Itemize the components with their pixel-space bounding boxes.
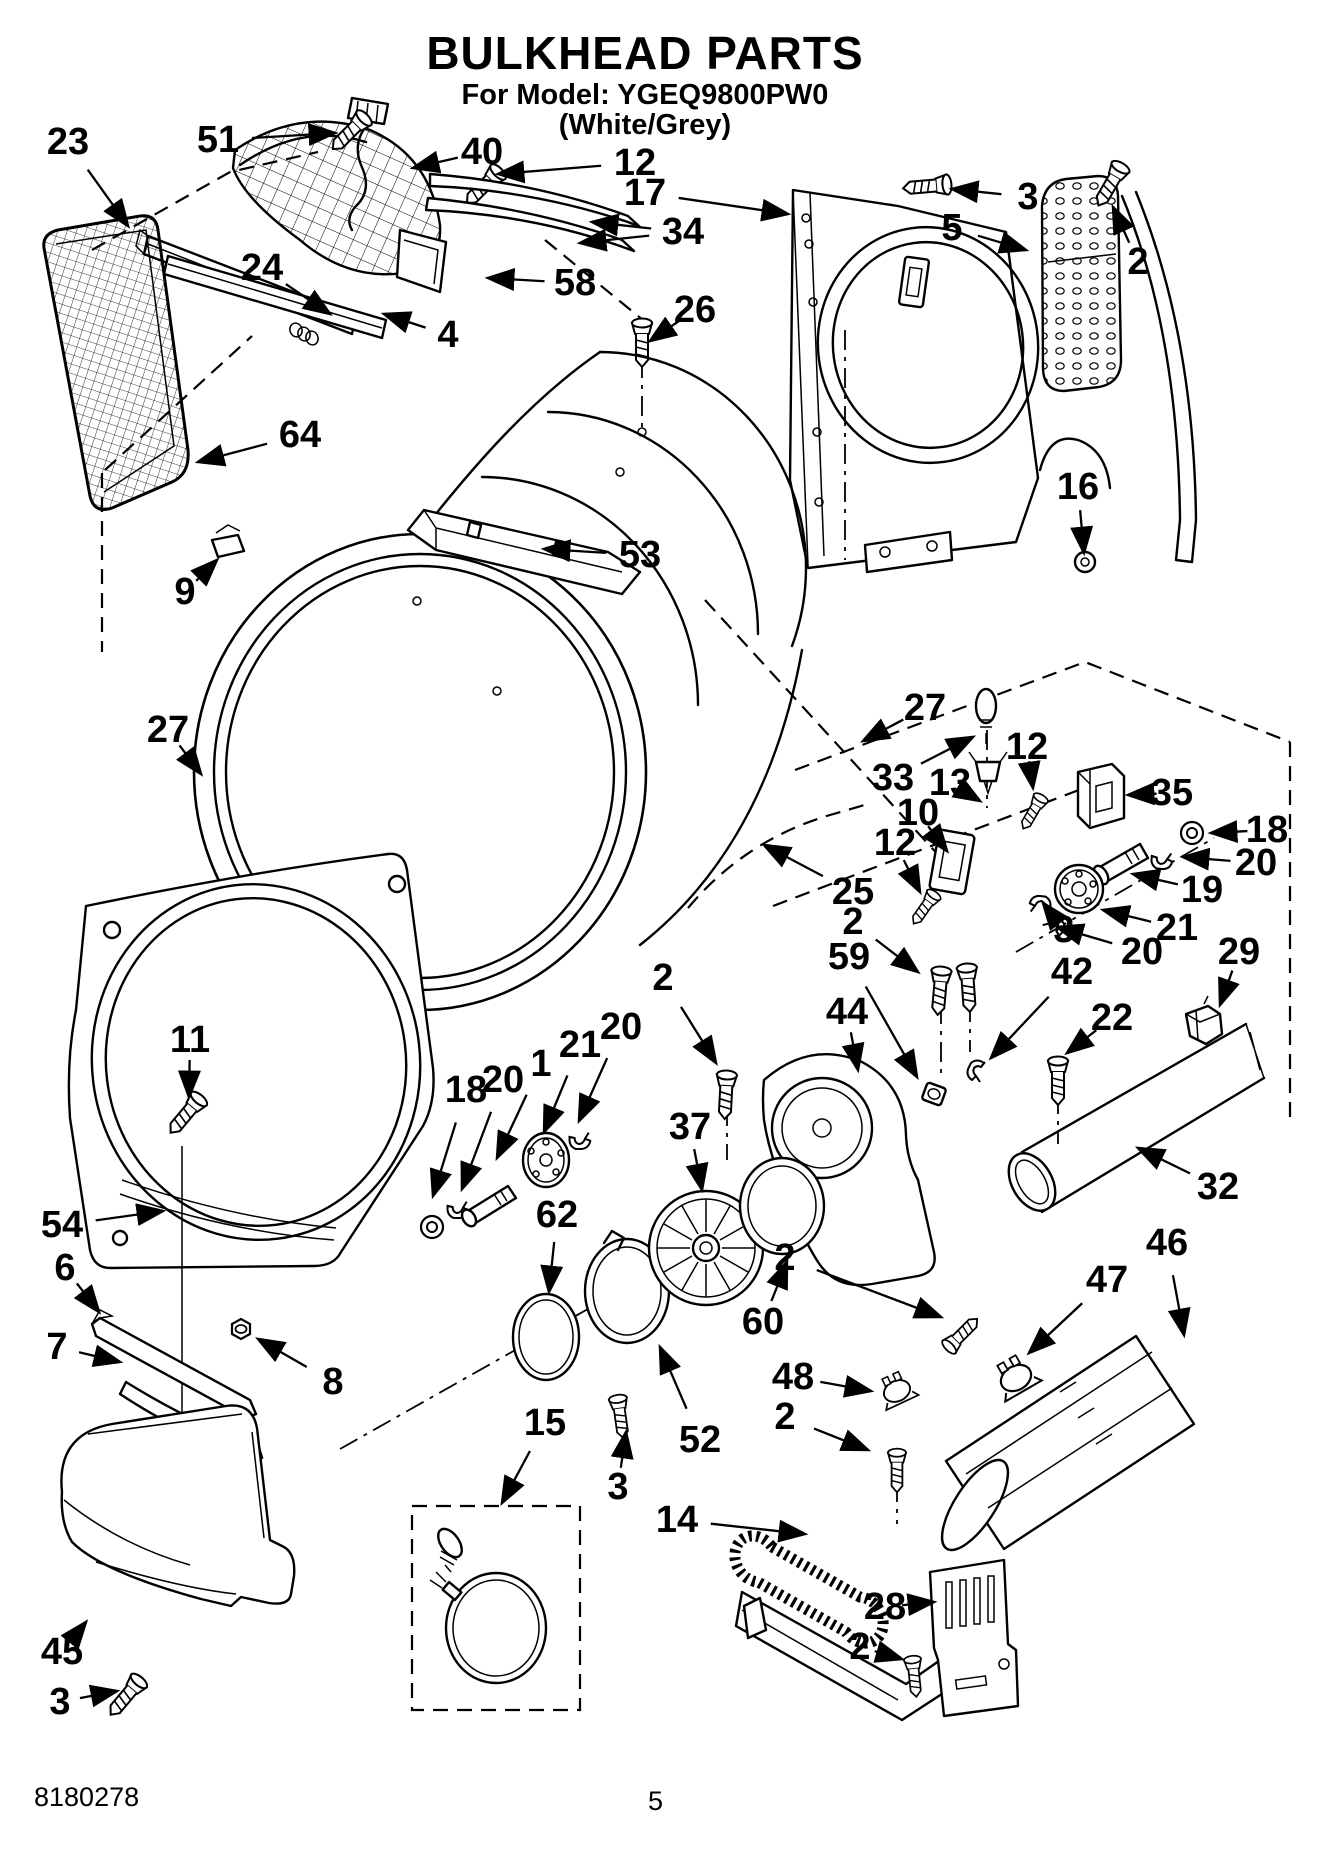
callout-label: 27 xyxy=(903,687,947,729)
color-line: (White/Grey) xyxy=(558,109,732,142)
callout-label: 20 xyxy=(481,1059,525,1101)
leader-arrow xyxy=(488,278,545,281)
callout-label: 54 xyxy=(40,1204,84,1246)
leader-arrow xyxy=(80,1691,117,1698)
page-number: 5 xyxy=(648,1786,664,1816)
front-bulkhead-panel xyxy=(69,854,441,1458)
callout-label: 18 xyxy=(444,1069,488,1111)
callout-label: 21 xyxy=(1155,907,1199,949)
callout-label: 28 xyxy=(863,1586,907,1628)
callout-label: 37 xyxy=(668,1106,712,1148)
callout-label: 17 xyxy=(623,172,667,214)
callout-label: 52 xyxy=(678,1419,722,1461)
callout-label: 20 xyxy=(599,1006,643,1048)
callout-label: 42 xyxy=(1050,951,1094,993)
leader-arrow xyxy=(592,222,651,229)
callout-label: 3 xyxy=(49,1681,71,1723)
callout-label: 10 xyxy=(896,792,940,834)
leader-arrow xyxy=(863,720,903,741)
callout-label: 32 xyxy=(1196,1166,1240,1208)
callout-label: 23 xyxy=(46,121,90,163)
callout-label: 46 xyxy=(1145,1222,1189,1264)
leader-arrow xyxy=(1138,1148,1190,1173)
leader-arrow xyxy=(196,560,217,581)
kit-box xyxy=(412,1506,580,1710)
leader-arrow xyxy=(189,1060,190,1097)
callout-label: 34 xyxy=(661,211,705,253)
callout-label: 45 xyxy=(40,1631,84,1673)
leader-arrow xyxy=(1220,971,1232,1005)
leader-arrow xyxy=(433,1122,456,1196)
leader-arrow xyxy=(660,1347,687,1409)
callout-label: 12 xyxy=(1005,726,1049,768)
callout-label: 14 xyxy=(655,1499,699,1541)
callout-label: 62 xyxy=(535,1194,579,1236)
callout-label: 15 xyxy=(523,1402,567,1444)
callout-label: 11 xyxy=(169,1019,211,1061)
leader-arrow xyxy=(875,1651,902,1659)
callout-label: 58 xyxy=(553,262,597,304)
callout-label: 33 xyxy=(871,757,915,799)
callout-label: 2 xyxy=(842,901,864,943)
callout-label: 12 xyxy=(613,142,657,184)
callout-label: 1 xyxy=(530,1043,552,1085)
callout-label: 16 xyxy=(1056,466,1100,508)
callout-label: 21 xyxy=(558,1024,602,1066)
callout-label: 3 xyxy=(607,1466,629,1508)
leader-arrow xyxy=(88,170,128,226)
callout-label: 26 xyxy=(673,289,717,331)
leader-arrow xyxy=(1103,910,1151,922)
document-number: 8180278 xyxy=(34,1782,140,1812)
callout-label: 27 xyxy=(146,709,190,751)
callout-label: 35 xyxy=(1150,772,1194,814)
leader-arrow xyxy=(904,860,920,892)
leader-arrow xyxy=(579,1058,607,1121)
leader-arrow xyxy=(1211,831,1247,833)
leader-arrow xyxy=(681,1007,716,1063)
leader-arrow xyxy=(384,314,426,328)
callout-label: 40 xyxy=(460,131,504,173)
model-line: For Model: YGEQ9800PW0 xyxy=(461,79,829,111)
leader-arrow xyxy=(1173,1275,1184,1335)
callout-label: 29 xyxy=(1217,931,1261,973)
callout-label: 47 xyxy=(1085,1259,1129,1301)
leader-arrow xyxy=(502,1451,530,1503)
leader-arrow xyxy=(764,845,823,876)
callout-label: 6 xyxy=(54,1247,76,1289)
leader-arrow xyxy=(1133,874,1178,884)
leader-arrow xyxy=(694,1149,702,1190)
callout-label: 22 xyxy=(1090,997,1134,1039)
callout-label: 51 xyxy=(196,119,240,161)
callout-label: 2 xyxy=(849,1626,871,1668)
top-grille-assembly xyxy=(44,98,652,557)
page-title: BULKHEAD PARTS xyxy=(426,27,864,79)
callout-label: 25 xyxy=(831,871,875,913)
leader-arrow xyxy=(820,1382,871,1391)
callout-label: 59 xyxy=(827,936,871,978)
callout-label: 44 xyxy=(825,991,869,1033)
leader-arrow xyxy=(498,166,601,174)
callout-label: 2 xyxy=(774,1237,796,1279)
leader-arrow xyxy=(1080,510,1084,553)
callout-label: 20 xyxy=(1234,842,1278,884)
callout-label: 20 xyxy=(1120,931,1164,973)
leader-arrow xyxy=(952,189,1001,194)
leader-arrow xyxy=(258,1339,307,1367)
leader-arrow xyxy=(198,444,267,462)
leader-arrow xyxy=(77,1283,99,1312)
callout-label: 3 xyxy=(1017,176,1039,218)
callout-label: 53 xyxy=(618,534,662,576)
callout-label: 48 xyxy=(771,1356,815,1398)
callout-label: 13 xyxy=(928,762,972,804)
callout-label: 8 xyxy=(322,1361,344,1403)
leader-arrow xyxy=(991,997,1049,1058)
callout-label: 24 xyxy=(240,247,284,289)
callout-label: 7 xyxy=(46,1326,68,1368)
callout-label: 2 xyxy=(1127,241,1149,283)
leader-arrow xyxy=(814,1429,868,1450)
leader-arrow xyxy=(866,987,917,1077)
leader-arrow xyxy=(462,1112,491,1189)
leader-arrow xyxy=(549,1242,554,1292)
callout-label: 64 xyxy=(278,414,322,456)
callout-label: 19 xyxy=(1180,869,1224,911)
callout-label: 2 xyxy=(774,1396,796,1438)
leader-arrow xyxy=(902,1602,934,1605)
callout-label: 4 xyxy=(437,314,459,356)
leader-arrow xyxy=(1029,1303,1082,1353)
leader-arrow xyxy=(1183,857,1230,861)
leader-arrow xyxy=(413,158,458,168)
callout-label: 9 xyxy=(174,571,196,613)
leader-arrow xyxy=(79,1352,120,1362)
leader-arrow xyxy=(921,737,973,764)
callout-label: 18 xyxy=(1245,809,1289,851)
callout-label: 60 xyxy=(741,1301,785,1343)
leader-arrow xyxy=(497,1095,527,1158)
callout-label: 3 xyxy=(1053,909,1075,951)
leader-arrow xyxy=(876,940,918,973)
callout-label: 2 xyxy=(652,957,674,999)
callout-label: 12 xyxy=(873,822,917,864)
callout-label: 5 xyxy=(941,207,963,249)
